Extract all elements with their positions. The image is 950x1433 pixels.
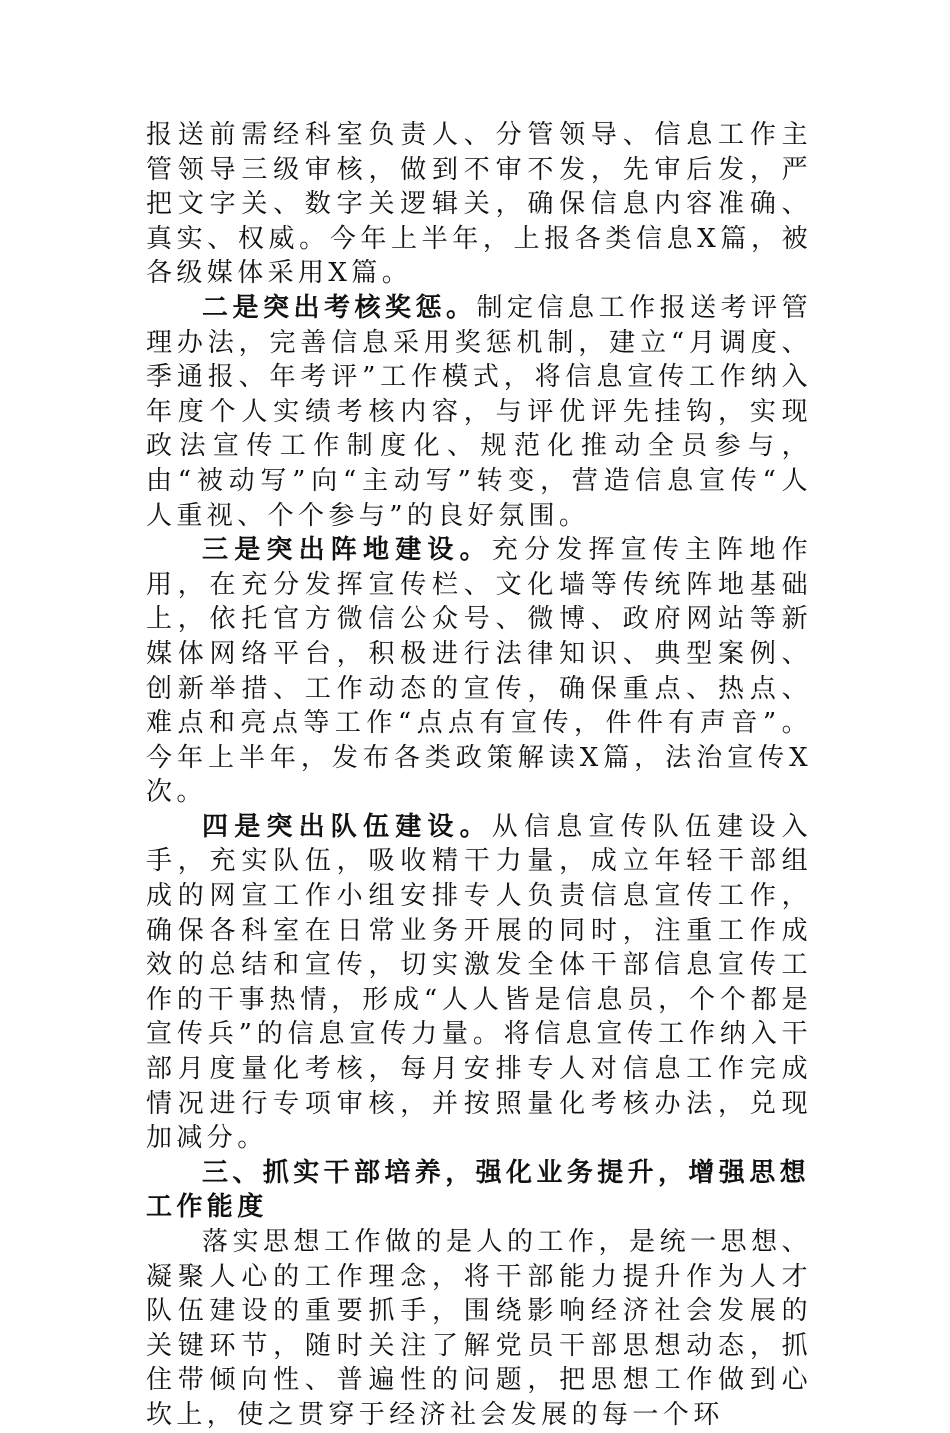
- paragraph-lead-heading: 四是突出队伍建设。: [202, 811, 492, 842]
- paragraph-text: 落实思想工作做的是人的工作，是统一思想、凝聚人心的工作理念，将干部能力提升作为人才队伍建设的重要抓手，围绕影响经济社会发展的关键环节，随时关注了解党员干部思想动态，抓住带倾向性、普遍性的问题，把思想工作做到心坎上，使之贯穿于经济社会发展的每一个环: [146, 1227, 812, 1430]
- paragraph-text: 报送前需经科室负责人、分管领导、信息工作主管领导三级审核，做到不审不发，先审后发，严把文字关、数字关逻辑关，确保信息内容准确、真实、权威。今年上半年，上报各类信息X篇，被各级媒体采用X篇。: [146, 120, 812, 289]
- paragraph-lead-heading: 二是突出考核奖惩。: [202, 292, 477, 323]
- paragraph-cadre-training: [146, 1225, 812, 1433]
- document-body: [146, 118, 812, 1433]
- section-heading: 三、抓实干部培养，强化业务提升，增强思想工作能度: [146, 1157, 811, 1223]
- paragraph-text: 从信息宣传队伍建设入手，充实队伍，吸收精干力量，成立年轻干部组成的网宣工作小组安排专人负责信息宣传工作，确保各科室在日常业务开展的同时，注重工作成效的总结和宣传，切实激发全体干部信息宣传工作的干事热情，形成“人人皆是信息员，个个都是宣传兵”的信息宣传力量。将信息宣传工作纳入干部月度量化考核，每月安排专人对信息工作完成情况进行专项审核，并按照量化考核办法，兑现加减分。: [146, 811, 812, 1154]
- paragraph-assessment: [146, 291, 812, 533]
- paragraph-lead-heading: 三是突出阵地建设。: [202, 535, 492, 566]
- paragraph-text: 充分发挥宣传主阵地作用，在充分发挥宣传栏、文化墙等传统阵地基础上，依托官方微信公众号、微博、政府网站等新媒体网络平台，积极进行法律知识、典型案例、创新举措、工作动态的宣传，确保重点、热点、难点和亮点等工作“点点有宣传，件件有声音”。今年上半年，发布各类政策解读X篇，法治宣传X次。: [146, 535, 812, 808]
- paragraph-review-process: [146, 118, 812, 291]
- paragraph-team-building: [146, 810, 812, 1156]
- paragraph-platform-building: [146, 533, 812, 810]
- paragraph-text: 制定信息工作报送考评管理办法，完善信息采用奖惩机制，建立“月调度、季通报、年考评”工作模式，将信息宣传工作纳入年度个人实绩考核内容，与评优评先挂钩，实现政法宣传工作制度化、规范化推动全员参与，由“被动写”向“主动写”转变，营造信息宣传“人人重视、个个参与”的良好氛围。: [146, 292, 812, 531]
